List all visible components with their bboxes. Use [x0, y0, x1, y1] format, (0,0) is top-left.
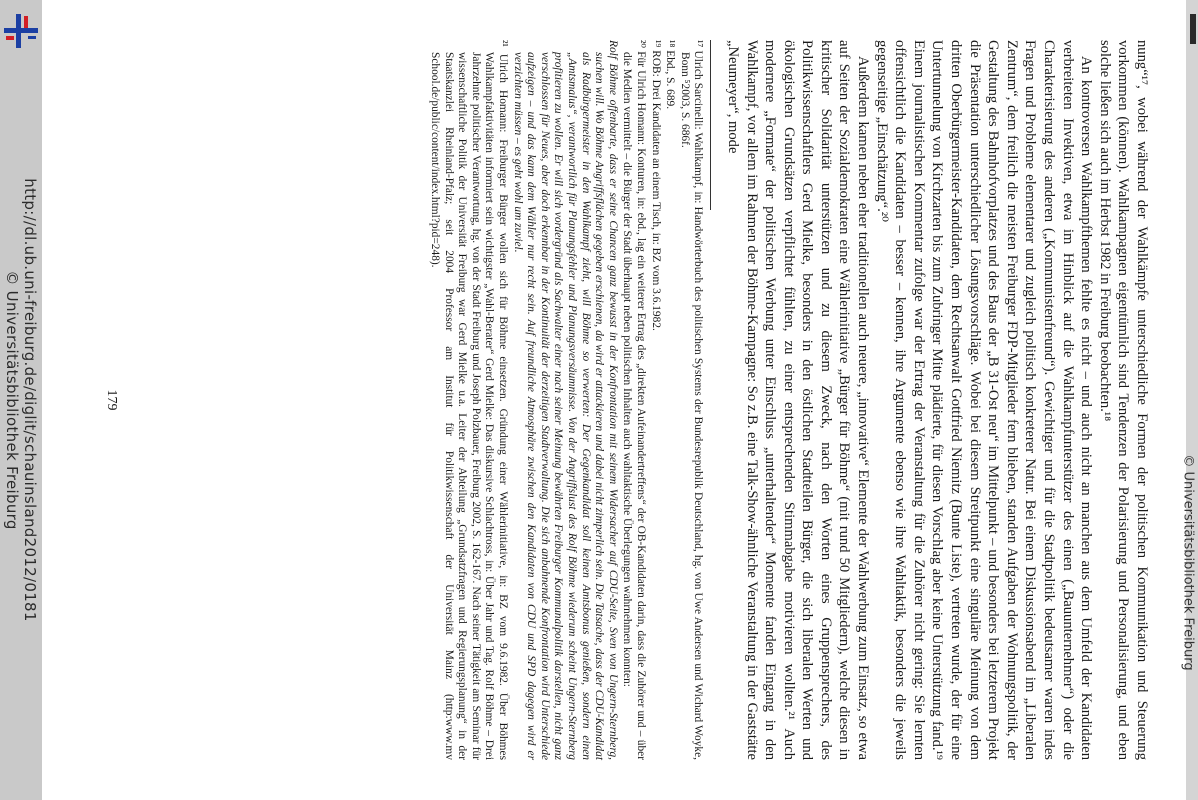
footnote-20: ²⁰ Für Ulrich Homann: Konturen, in: ebd., lag ein weiterer Ertrag des „direkten Aufeinandertreffens“ der OB-Kandidaten darin, dass die Zuhörer und – über die Medien vermittelt – die Bürger der Stadt überhaupt neben politischen Inhalten auch wahltaktische Überlegungen wahrnehmen konnten: — [621, 40, 647, 760]
footnote-19: ¹⁹ ROB: Drei Kandidaten an einem Tisch, in: BZ vom 3.6.1982. — [649, 40, 662, 331]
scroll-handle[interactable] — [1190, 14, 1196, 44]
right-edge-copyright: © Universitätsbibliothek Freiburg — [1180, 454, 1196, 671]
watermark-text — [3, 178, 39, 621]
footnote-21: ²¹ Ulrich Homann: Freiburger Bürger wollen sich für Böhme einsetzen. Gründung einer Wählerinitiative, in: BZ vom 9.6.1982. Über Böhmes Wahlkampfaktivitäten informiert sein wichtigster „Wahl-Berater“ Gerd Mielke: Das diskursive Schlachtross, in: Über Jahr und Tag. Rolf Böhme – Drei Jahrzehnte politischer Verantwortung, hg. von der Stadt Freiburg und Joseph Polzbauer, Freiburg 2002, S. 162-167. Nach seiner Tätigkeit am Seminar für wissenschaftliche Politik der Universität Freiburg war Gerd Mielke u.a. Leiter der Abteilung „Grundsatzfragen und Regierungsplanung“ in der Staatskanzlei Rheinland-Pfalz; seit 2004 Professor am Institut für Politikwissenschaft der Universität Mainz (http:www.mv School.de/public/content/index.html?pid=248). — [429, 40, 510, 760]
watermark-url[interactable]: http://dl.ub.uni-freiburg.de/diglit/schauinsland2012/0181 — [21, 178, 39, 622]
footnote-20-quote: Rolf Böhme offenbarte, dass er seine Chancen ganz bewusst in der Konfrontation mit seinem Widersacher auf CDU-Seite, Sven von Ungern-Sternberg, suchen will. Wo Böhme Angriffsflächen gegeben erschienen, da wird er attackieren und dabei nicht zimperlich sein. Die Tatsache, dass der CDU-Kandidat als Radbürgermeister in den Wahlkampf zieht, will Böhme so verwerten: Der Gegenkandidat soll keinen Amtsbonus genießen, sondern einen „Amtsmalus“, verantwortlich für Planungsfehler und Planungsversäumnisse. Von der Angriffslust des Rolf Böhme wiederum scheint Ungern-Sternberg profitieren zu wollen. Er will sich vordergründ als Sachwalter einer nach seiner Meinung bewährten Freiburger Kommunalpolitik darstellen, nicht ganz verschlossen für Neues, aber doch erkennbar in der Kontinuität der derzeitigen Stadtverwaltung. Die sich anbahnende Konfrontation wird Unterschiede aufzeigen – und das kann dem Wähler nur recht sein. Auf freundliche Atmosphäre zwischen den Kandidaten von CDU und SPD dagegen wird er verzichten müssen – es geht wohl um zuviel. — [511, 40, 619, 760]
ub-freiburg-logo-icon — [4, 14, 38, 48]
page-number: 179 — [103, 389, 119, 411]
book-page — [75, 20, 1165, 780]
paragraph-1: nung“¹⁷, wobei während der Wahlkämpfe unterschiedliche Formen der politischen Kommunikation und Steuerung vorkommen (können). Wahlkampagnen eigentümlich sind Tendenzen der Polarisierung und Personalisierung, und eben solche ließen sich auch im Herbst 1982 in Freiburg beobachten.¹⁸ — [1096, 40, 1150, 760]
paragraph-2: An kontroversen Wahlkampfthemen fehlte es nicht – und auch nicht an manchen aus dem Umfeld der Kandidaten verbreiteten Invektiven, etwa im Hinblick auf die Wahlkampfunterstützer des einen („Bauunternehmer“) oder die Charakterisierung des anderen („Kommunistenfreund“). Gewichtiger und für die Stadtpolitik bedeutsamer waren indes Fragen und Probleme elementarer und zugleich politisch konkreterer Natur. Bei einem Diskussionsabend im „Liberalen Zentrum“, dem freilich die meisten Freiburger FDP-Mitglieder fern blieben, standen Aufgaben der Wohnungspolitik, der Gestaltung des Bahnhofvorplatzes und des Baus der „B 31-Ost neu“ im Mittelpunkt – und besonders bei letzterem Projekt die Präsentation unterschiedlicher Lösungsvorschläge. Wobei bei diesem Streitpunkt eine singuläre Meinung von dem dritten Oberbürgermeister-Kandidaten, dem Rechtsanwalt Gottfried Niemitz (Bunte Liste), vertreten wurde, der für eine Untertunnelung von Kirchzarten bis zum Zubringer Mitte plädierte, für diesen Vorschlag aber keine Unterstützung fand.¹⁹ Einem journalistischen Kommentar zufolge war der Ertrag der Veranstaltung für die Zuhörer nicht gering: Sie lernten offensichtlich die Kandidaten – besser – kennen, ihre Argumente ebenso wie ihre Wahltaktik, besonders die jeweils gegenseitige „Einschätzung“.²⁰ — [873, 40, 1095, 760]
viewer-left-strip — [0, 0, 42, 800]
watermark-copyright: © Universitätsbibliothek Freiburg — [3, 270, 21, 530]
paragraph-3: Außerdem kamen neben eher traditionellen auch neuere, „innovative“ Elemente der Wahlwerbung zum Einsatz, so etwa auf Seiten der Sozialdemokraten eine Wählerinitiative „Bürger für Böhme“ (mit rund 50 Mitgliedern), welche diesen in kritischer Solidarität unterstützen und zu diesem Zweck, nach den Worten eines Gruppensprechers, des Politikwissenschaftlers Gerd Mielke, besonders in den östlichen Stadtteilen Bürger, die sich liberalen Werten und ökologischen Grundsätzen verpflichtet fühlten, zu einer entsprechenden Stimmabgabe motivieren wollten.²¹ Auch modernere „Formate“ der politischen Werbung unter Einschluss „unterhaltender“ Momente fanden Eingang in den Wahlkampf, vor allem im Rahmen der Böhme-Kampagne: So z.B. eine Talk-Show-ähnliche Veranstaltung in der Gaststätte „Neumeyer“, mode — [724, 40, 872, 760]
viewer-right-strip — [1186, 0, 1198, 800]
footnote-18: ¹⁸ Ebd., S. 689. — [664, 40, 677, 110]
footnote-separator — [710, 40, 711, 210]
footnote-17: ¹⁷ Ulrich Sarcinelli: Wahlkampf, in: Handwörterbuch des politischen Systems der Bundesrepublik Deutschland, hg. von Uwe Andersen und Wichard Woyke, Bonn ⁵2003, S. 686f. — [678, 40, 705, 760]
footnotes — [427, 40, 704, 760]
